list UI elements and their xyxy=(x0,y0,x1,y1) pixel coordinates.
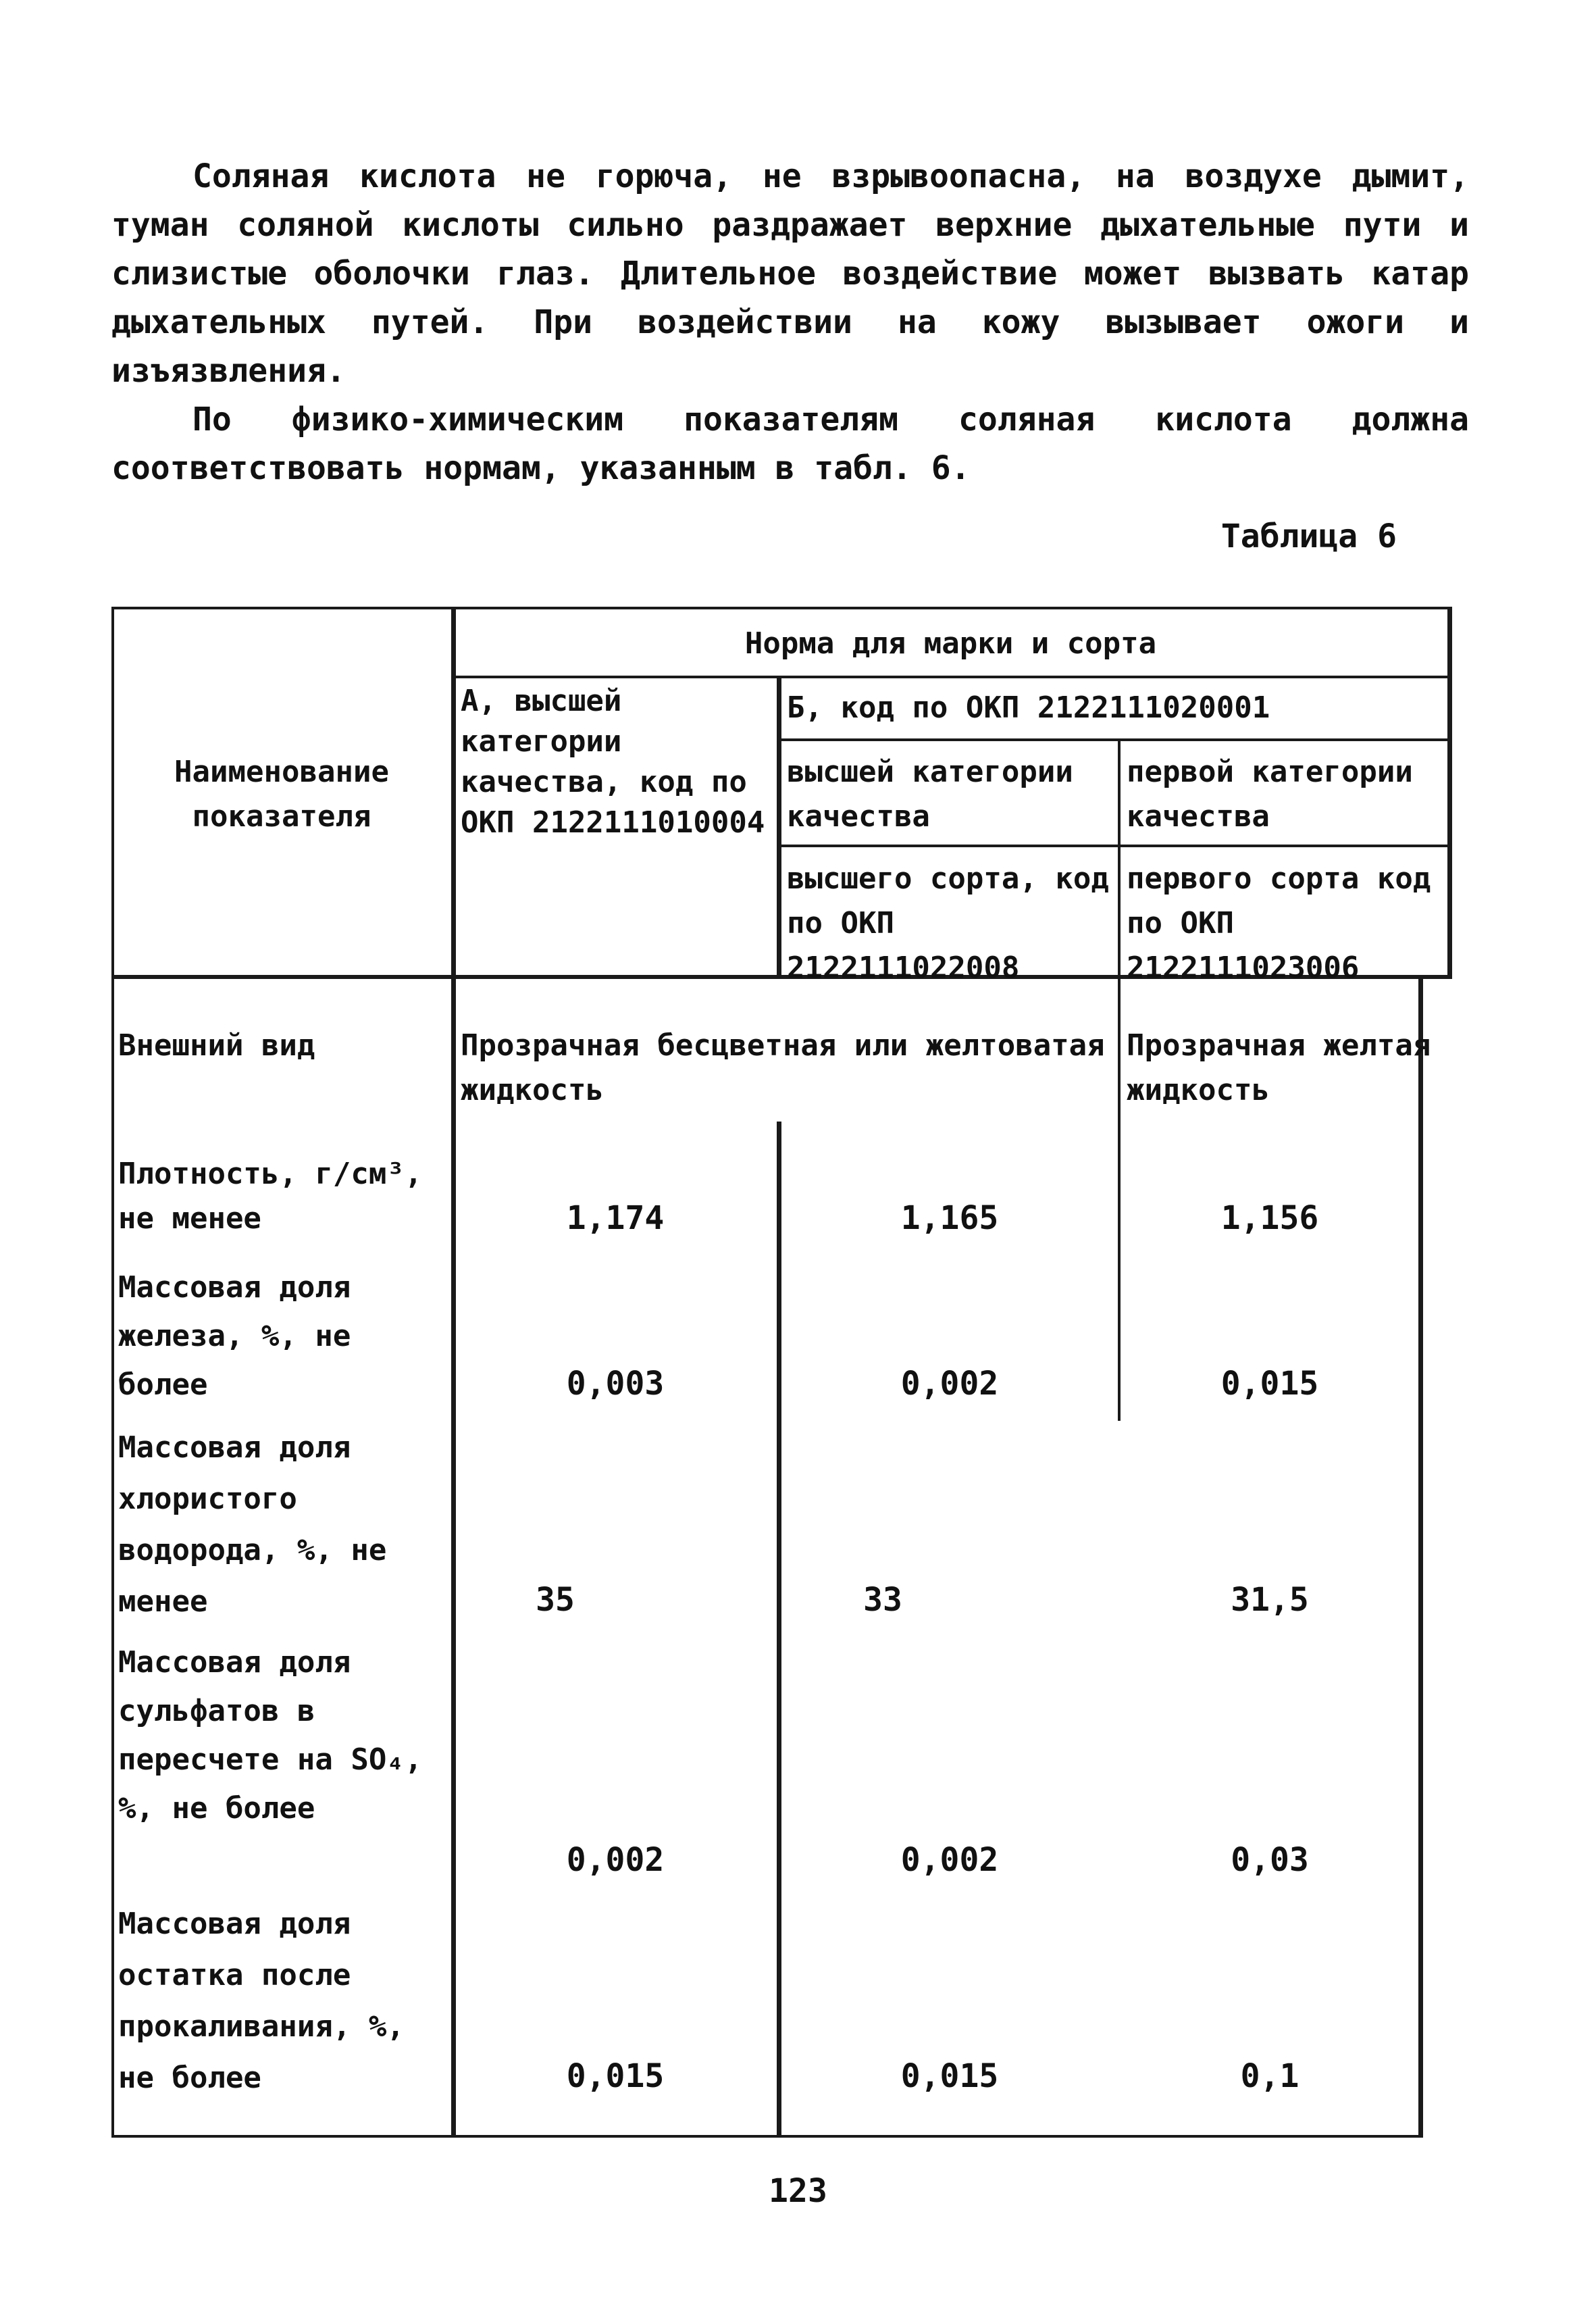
row-appearance-value-ab: Прозрачная бесцветная или желтоватая жидкость xyxy=(461,1028,1105,1107)
table-border-right-upper xyxy=(1447,607,1452,975)
row-residue-value-a: 0,015 xyxy=(566,2057,665,2095)
row-iron-value-b: 0,002 xyxy=(900,1365,999,1403)
row-hcl-value-a: 35 xyxy=(536,1581,575,1619)
column-divider-b-body xyxy=(777,1122,781,2137)
header-b-high-category: высшей категории качества xyxy=(787,755,1073,834)
header-b-first-category: первой категории качества xyxy=(1127,755,1413,834)
row-sulfates-value-a: 0,002 xyxy=(566,1841,665,1879)
table-border-top xyxy=(111,607,1452,609)
table-border-bottom xyxy=(111,2135,1423,2138)
row-iron-value-c: 0,015 xyxy=(1220,1365,1319,1403)
table-border-left xyxy=(111,607,114,2137)
row-hcl-name: Массовая доля хлористого водорода, %, не менее xyxy=(118,1430,387,1619)
header-b-first-sort: первого сорта код по ОКП 2122111023006 xyxy=(1127,861,1431,985)
header-grade-a: А, высшей категории качества, код по ОКП 2122111010004 xyxy=(461,684,765,840)
table-caption: Таблица 6 xyxy=(1220,518,1397,555)
header-grade-b: Б, код по ОКП 2122111020001 xyxy=(787,690,1270,725)
header-indicator: Наименование показателя xyxy=(174,755,389,834)
row-residue-value-b: 0,015 xyxy=(900,2057,999,2095)
row-density-name: Плотность, г/см³, не менее xyxy=(118,1157,423,1236)
row-sulfates-name: Массовая доля сульфатов в пересчете на SO₄, %, не более xyxy=(118,1645,423,1826)
paragraph-requirements: По физико-химическим показателям соляная кислота должна соответствовать нормам, указанным в табл. 6. xyxy=(111,401,1469,487)
row-appearance-value-c: Прозрачная желтая жидкость xyxy=(1127,1028,1431,1107)
column-divider-b-header xyxy=(777,676,781,975)
row-sulfates-value-b: 0,002 xyxy=(900,1841,999,1879)
row-residue-name: Массовая доля остатка после прокаливания, %, не более xyxy=(118,1907,405,2095)
row-density-value-b: 1,165 xyxy=(900,1199,999,1237)
norm-header-line xyxy=(454,676,1450,678)
grade-b-header-line xyxy=(780,738,1450,741)
row-iron-value-a: 0,003 xyxy=(566,1365,665,1403)
row-iron-name: Массовая доля железа, %, не более xyxy=(118,1270,351,1402)
row-hcl-value-b: 33 xyxy=(863,1581,902,1619)
page-number: 123 xyxy=(769,2172,827,2210)
category-header-line xyxy=(780,845,1450,847)
row-appearance-name: Внешний вид xyxy=(118,1028,315,1063)
row-hcl-value-c: 31,5 xyxy=(1231,1581,1309,1619)
row-density-value-a: 1,174 xyxy=(566,1199,665,1237)
header-b-high-sort: высшего сорта, код по ОКП 2122111022008 xyxy=(787,861,1109,985)
row-residue-value-c: 0,1 xyxy=(1240,2057,1299,2095)
header-norm: Норма для марки и сорта xyxy=(744,626,1157,661)
table-border-right-lower xyxy=(1418,975,1423,2137)
row-density-value-c: 1,156 xyxy=(1220,1199,1319,1237)
paragraph-safety: Соляная кислота не горюча, не взрывоопасна, на воздухе дымит, туман соляной кислоты сильно раздражает верхние дыхательные пути и слизистые оболочки глаз. Длительное воздействие может вызвать катар дыхательных путей. При воздействии на кожу вызывает ожоги и изъязвления. xyxy=(111,157,1469,390)
row-sulfates-value-c: 0,03 xyxy=(1231,1841,1309,1879)
column-divider-c xyxy=(1118,738,1121,1421)
